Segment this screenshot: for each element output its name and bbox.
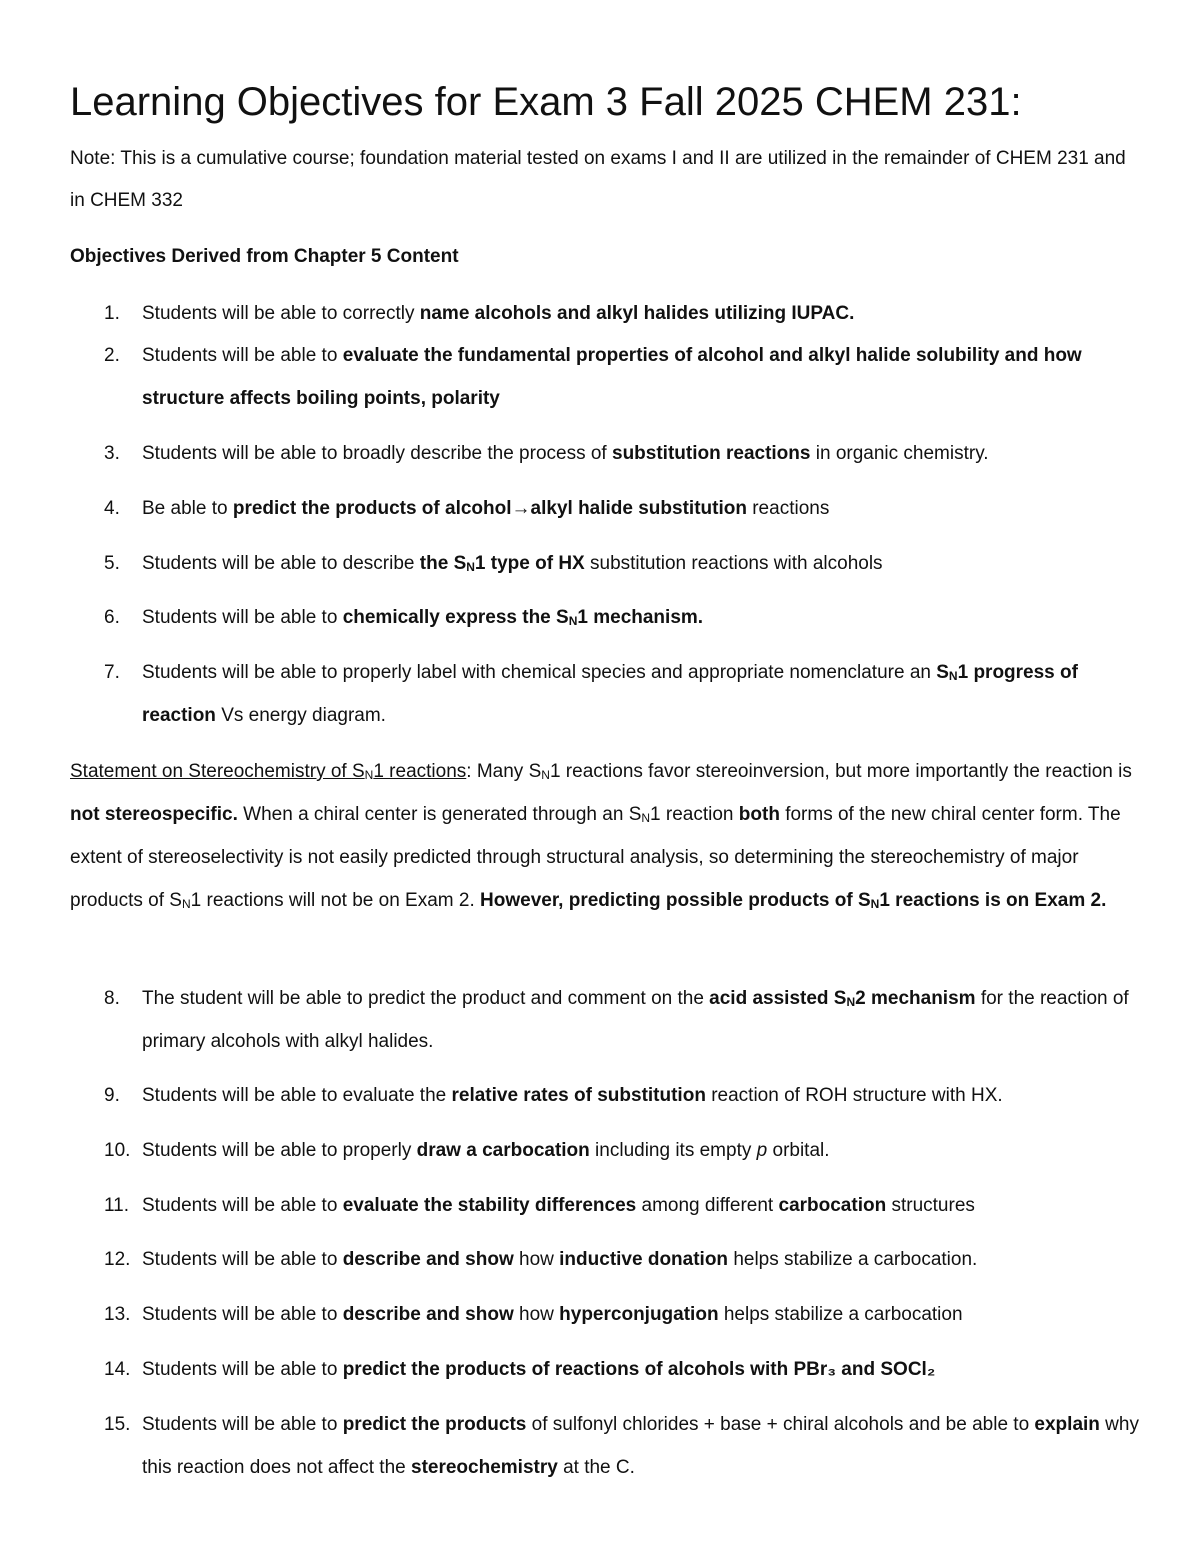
objective-number: 4.	[104, 498, 120, 519]
objective-number: 9.	[104, 1085, 120, 1106]
objective-number: 15.	[104, 1414, 131, 1435]
objective-text: Students will be able to predict the products of sulfonyl chlorides + base + chiral alcohols and be able to explain why this reaction does not affect the stereochemistry at the C.	[142, 1414, 1139, 1478]
list-objective-4	[70, 487, 1140, 530]
objective-text: Students will be able to evaluate the stability differences among different carbocation structures	[142, 1195, 975, 1216]
objective-number: 6.	[104, 607, 120, 628]
objective-text: Students will be able to properly draw a carbocation including its empty p orbital.	[142, 1140, 830, 1161]
objective-number: 14.	[104, 1359, 131, 1380]
objective-number: 2.	[104, 345, 120, 366]
list-objective-1	[70, 292, 1140, 335]
objective-number: 10.	[104, 1140, 131, 1161]
objective-text: Students will be able to predict the products of reactions of alcohols with PBr₃ and SOCl₂	[142, 1359, 936, 1380]
list-objective-12	[70, 1238, 1140, 1281]
objective-number: 3.	[104, 443, 120, 464]
cumulative-note: Note: This is a cumulative course; foundation material tested on exams I and II are utilized in the remainder of CHEM 231 and in CHEM 332	[70, 148, 1126, 211]
list-objective-10	[70, 1129, 1140, 1172]
objective-text: Students will be able to describe and show how inductive donation helps stabilize a carbocation.	[142, 1249, 978, 1270]
objective-number: 13.	[104, 1304, 131, 1325]
list-objective-6	[70, 596, 1140, 639]
list-objective-15	[70, 1403, 1140, 1489]
section-heading: Objectives Derived from Chapter 5 Content	[70, 246, 459, 267]
list-objective-7	[70, 651, 1140, 737]
statement-label: Statement on Stereochemistry of $S_N1$ reactions	[70, 761, 467, 782]
list-objective-13	[70, 1293, 1140, 1336]
objective-text: Students will be able to properly label with chemical species and appropriate nomenclature an $S_N1$ progress of reaction Vs energy diagram.	[142, 662, 1078, 726]
objective-number: 8.	[104, 988, 120, 1009]
objective-text: Students will be able to describe the $S_N1$ type of HX substitution reactions with alcohols	[142, 553, 883, 574]
objective-number: 11.	[104, 1195, 130, 1216]
list-objective-11	[70, 1184, 1140, 1227]
stereochemistry-statement	[70, 750, 1140, 922]
list-objective-3	[70, 432, 1140, 475]
objective-text: Students will be able to broadly describe the process of substitution reactions in organic chemistry.	[142, 443, 989, 464]
list-objective-5	[70, 542, 1140, 585]
statement-body: : Many $S_N1$ reactions favor stereoinversion, but more importantly the reaction is not stereospecific. When a chiral center is generated through an $S_N1$ reaction both forms of the new chiral center form. The extent of stereoselectivity is not easily predicted through structural analysis, so determining the stereochemistry of major products of $S_N1$ reactions will not be on Exam 2. However, predicting possible products of $S_N1$ reactions is on Exam 2.	[70, 761, 1132, 911]
list-objective-9	[70, 1074, 1140, 1117]
page-title: Learning Objectives for Exam 3 Fall 2025 CHEM 231:	[70, 80, 1022, 124]
objective-number: 12.	[104, 1249, 131, 1270]
objective-text: Students will be able to describe and show how hyperconjugation helps stabilize a carbocation	[142, 1304, 963, 1325]
objective-number: 5.	[104, 553, 120, 574]
objective-text: Students will be able to evaluate the relative rates of substitution reaction of ROH structure with HX.	[142, 1085, 1003, 1106]
objective-text: Students will be able to correctly name alcohols and alkyl halides utilizing IUPAC.	[142, 303, 855, 324]
list-objective-14	[70, 1348, 1140, 1391]
objective-text: Students will be able to chemically express the $S_N1$ mechanism.	[142, 607, 704, 628]
objective-text: Be able to predict the products of alcohol→alkyl halide substitution reactions	[142, 498, 830, 519]
list-objective-8	[70, 977, 1140, 1063]
objective-number: 7.	[104, 662, 120, 683]
objective-text: The student will be able to predict the product and comment on the acid assisted $S_N2$ mechanism for the reaction of primary alcohols with alkyl halides.	[142, 988, 1129, 1052]
objective-number: 1.	[104, 303, 120, 324]
list-objective-2	[70, 334, 1140, 420]
objective-text: Students will be able to evaluate the fundamental properties of alcohol and alkyl halide solubility and how structure affects boiling points, polarity	[142, 345, 1082, 409]
